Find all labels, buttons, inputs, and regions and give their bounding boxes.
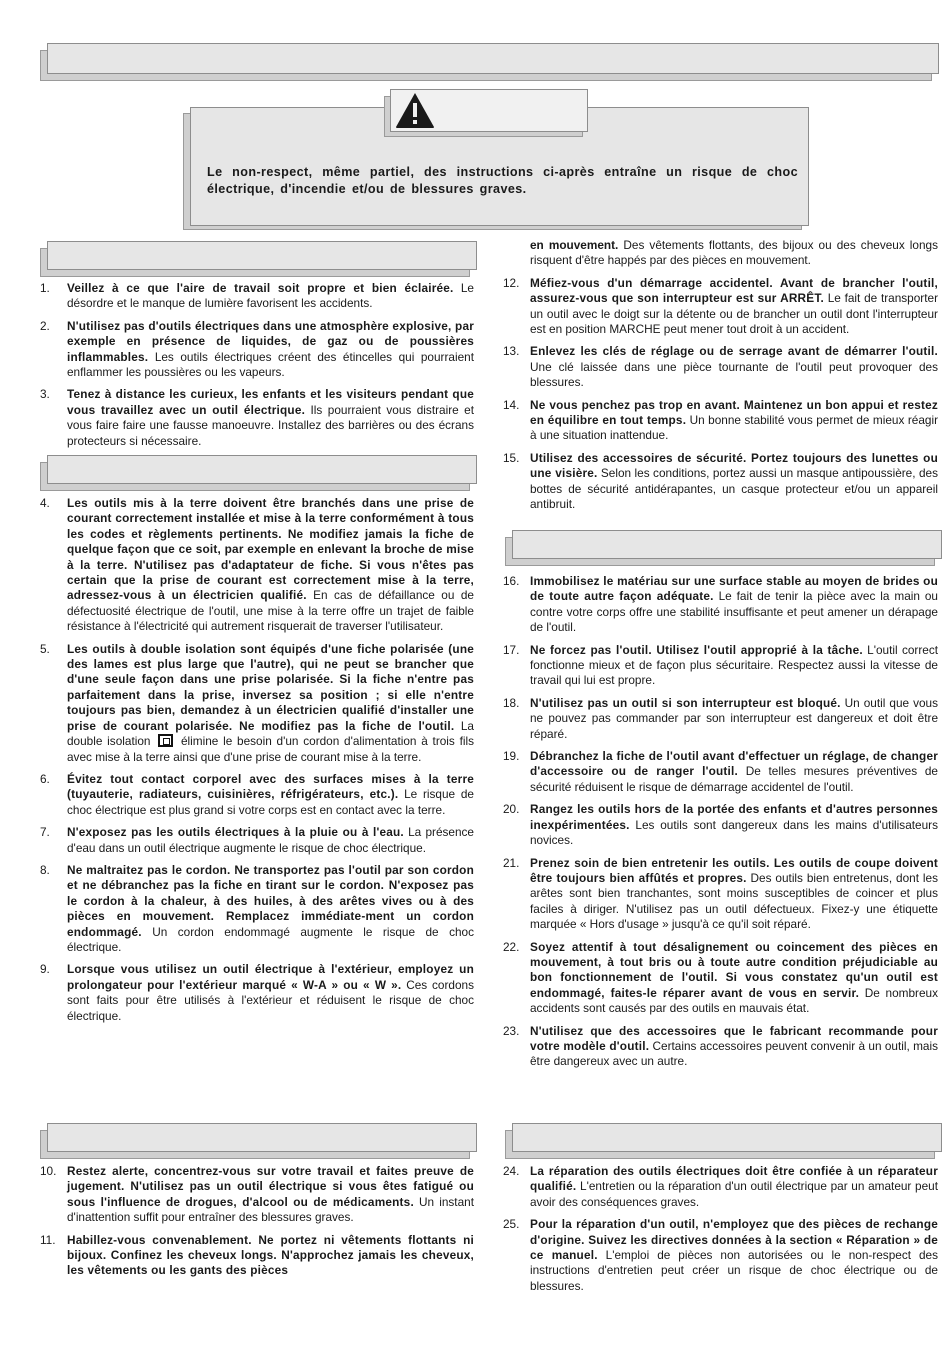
list-item: 3. Tenez à distance les curieux, les enfants et les visiteurs pendant que vous travaillez avec un outil électrique. Ils pourraient vous distraire et vous faire faire une fausse manoeuvre. Installez des barrières ou des écrans protecteurs si nécessaire. [40, 387, 474, 448]
list-item: 2. N'utilisez pas d'outils électriques dans une atmosphère explosive, par exemple en présence de liquides, de gaz ou de poussières inflammables. Les outils électriques créent des étincelles qui pourraient enflammer les poussières ou les vapeurs. [40, 318, 474, 380]
left-column-group-a [40, 281, 474, 456]
list-item: 10. Restez alerte, concentrez-vous sur votre travail et faites preuve de jugement. N'utilisez pas un outil électrique si vous êtes fatigué ou sous l'influence de drogues, d'alcool ou de médicaments. Un instant d'inattention suffit pour entraîner des blessures graves. [40, 1164, 474, 1225]
list-item: 15. Utilisez des accessoires de sécurité. Portez toujours des lunettes ou une visière. Selon les conditions, portez aussi un masque antipoussière, des bottes de sécurité antidérapantes, un casque protecteur et/ou un appareil antibruit. [503, 450, 938, 512]
list-item: 6. Évitez tout contact corporel avec des surfaces mises à la terre (tuyauterie, radiateurs, cuisinières, réfrigérateurs, etc.). Le risque de choc électrique est plus grand si votre corps est en contact avec la terre. [40, 771, 474, 817]
left-column-group-c [40, 1164, 474, 1286]
list-item: 8. Ne maltraitez pas le cordon. Ne transportez pas l'outil par son cordon et ne débranchez pas la fiche en tirant sur le cordon. N'exposez pas le cordon à la chaleur, à des huiles, à des arêtes vives ou à des pièces en mouvement. Remplacez immédiate-ment un cordon endommagé. Un cordon endommagé augmente le risque de choc électrique. [40, 862, 474, 954]
warning-triangle-icon [395, 92, 435, 129]
list-item: 23. N'utilisez que des accessoires que le fabricant recommande pour votre modèle d'outil. Certains accessoires peuvent convenir à un outil, mais être dangereux avec un autre. [503, 1023, 938, 1069]
list-item: 21. Prenez soin de bien entretenir les outils. Les outils de coupe doivent être toujours bien affûtés et propres. Des outils bien entretenus, dont les arêtes sont bien tranchantes, sont moins susceptibles de coincer et plus faciles à diriger. N'utilisez pas un outil défectueux. Fixez-y une étiquette marquée « Hors d'usage » jusqu'à ce qu'il soit réparé. [503, 855, 938, 932]
list-item: 14. Ne vous penchez pas trop en avant. Maintenez un bon appui et restez en équilibre en tout temps. Un bonne stabilité vous permet de mieux réagir à une situation inattendue. [503, 397, 938, 443]
left-column-group-b [40, 496, 474, 1031]
list-item: 25. Pour la réparation d'un outil, n'employez que des pièces de rechange d'origine. Suivez les directives données à la section « Réparation » de ce manuel. L'emploi de pièces non autorisées ou le non-respect des instructions d'entretien peut créer un risque de choc électrique ou de blessures. [503, 1217, 939, 1293]
list-item: 13. Enlevez les clés de réglage ou de serrage avant de démarrer l'outil. Une clé laissée dans une pièce tournante de l'outil peut provoquer des blessures. [503, 344, 938, 390]
right-column-group-a [503, 238, 938, 520]
list-item: 17. Ne forcez pas l'outil. Utilisez l'outil approprié à la tâche. L'outil correct fonctionne mieux et de façon plus sécuritaire. Respectez aussi la vitesse de travail qui lui est propre. [503, 642, 938, 688]
double-insulation-icon [158, 734, 173, 747]
list-item: 12. Méfiez-vous d'un démarrage accidentel. Avant de brancher l'outil, assurez-vous que son interrupteur est sur ARRÊT. Le fait de transporter un outil avec le doigt sur la détente ou de brancher un outil dont l'interrupteur est en position MARCHE peut mener tout droit à un accident. [503, 275, 938, 337]
list-item: 22. Soyez attentif à tout désalignement ou coincement des pièces en mouvement, à tout bris ou à toute autre condition préjudiciable au bon fonctionnement de l'outil. Si vous constatez qu'un outil est endommagé, faites-le réparer avant de vous en servir. De nombreux accidents sont causés par des outils en mauvais état. [503, 939, 938, 1016]
list-item-continuation: en mouvement. Des vêtements flottants, des bijoux ou des cheveux longs risquent d'être happés par des pièces en mouvement. [530, 238, 939, 268]
right-column-group-b [503, 574, 938, 1077]
warning-text: Le non-respect, même partiel, des instructions ci-après entraîne un risque de choc électrique, d'incendie et/ou de blessures graves. [207, 165, 798, 196]
list-item: 7. N'exposez pas les outils électriques à la pluie ou à l'eau. La présence d'eau dans un outil électrique augmente le risque de choc électrique. [40, 825, 474, 855]
list-item: 11. Habillez-vous convenablement. Ne portez ni vêtements flottants ni bijoux. Confinez les cheveux longs. N'approchez jamais les cheveux, les vêtements ou les gants des pièces [40, 1232, 474, 1278]
list-item: 16. Immobilisez le matériau sur une surface stable au moyen de brides ou de toute autre façon adéquate. Le fait de tenir la pièce avec la main ou contre votre corps offre une stabilité insuffisante et peut amener un dérapage de l'outil. [503, 574, 938, 635]
list-item: 18. N'utilisez pas un outil si son interrupteur est bloqué. Un outil que vous ne pouvez pas commander par son interrupteur est dangereux et doit être réparé. [503, 695, 939, 741]
list-item: 1. Veillez à ce que l'aire de travail soit propre et bien éclairée. Le désordre et le manque de lumière favorisent les accidents. [40, 281, 474, 311]
list-item: 19. Débranchez la fiche de l'outil avant d'effectuer un réglage, de changer d'accessoire ou de ranger l'outil. De telles mesures préventives de sécurité réduisent le risque de démarrage accidentel de l'outil. [503, 749, 938, 794]
right-column-group-c [503, 1164, 938, 1301]
list-item: 4. Les outils mis à la terre doivent être branchés dans une prise de courant correctement installée et mise à la terre conformément à tous les codes et règlements pertinents. Ne modifiez jamais la fiche de quelque façon que ce soit, par exemple en enlevant la broche de mise à la terre. N'utilisez pas d'adaptateur de fiche. Si vous n'êtes pas certain que la prise de courant est correctement mise à la terre, adressez-vous à un électricien qualifié. En cas de défaillance ou de défectuosité électrique de l'outil, une mise à la terre offre un trajet de faible résistance à l'électricité qui autrement risquerait de traverser l'utilisateur. [40, 496, 474, 634]
list-item: 5. Les outils à double isolation sont équipés d'une fiche polarisée (une des lames est plus large que l'autre), qui ne peut se brancher que d'une seule façon dans une prise polarisée. Si la fiche n'entre pas parfaitement dans la prise, inversez sa position ; si elle n'entre toujours pas bien, demandez à un électricien qualifié d'installer une prise de courant polarisée. Ne modifiez pas la fiche de l'outil. La double isolation élimine le besoin d'un cordon d'alimentation à trois fils avec mise à la terre ainsi que d'une prise de courant mise à la terre. [40, 641, 474, 764]
list-item: 24. La réparation des outils électriques doit être confiée à un réparateur qualifié. L'entretien ou la réparation d'un outil électrique par un amateur peut avoir des conséquences graves. [503, 1164, 938, 1209]
list-item: 9. Lorsque vous utilisez un outil électrique à l'extérieur, employez un prolongateur pour l'extérieur marqué « W-A » ou « W ». Ces cordons sont faits pour être utilisés à l'extérieur et réduisent le risque de choc électrique. [40, 962, 474, 1023]
list-item: 20. Rangez les outils hors de la portée des enfants et d'autres personnes inexpérimentées. Les outils sont dangereux dans les mains d'utilisateurs novices. [503, 802, 938, 848]
